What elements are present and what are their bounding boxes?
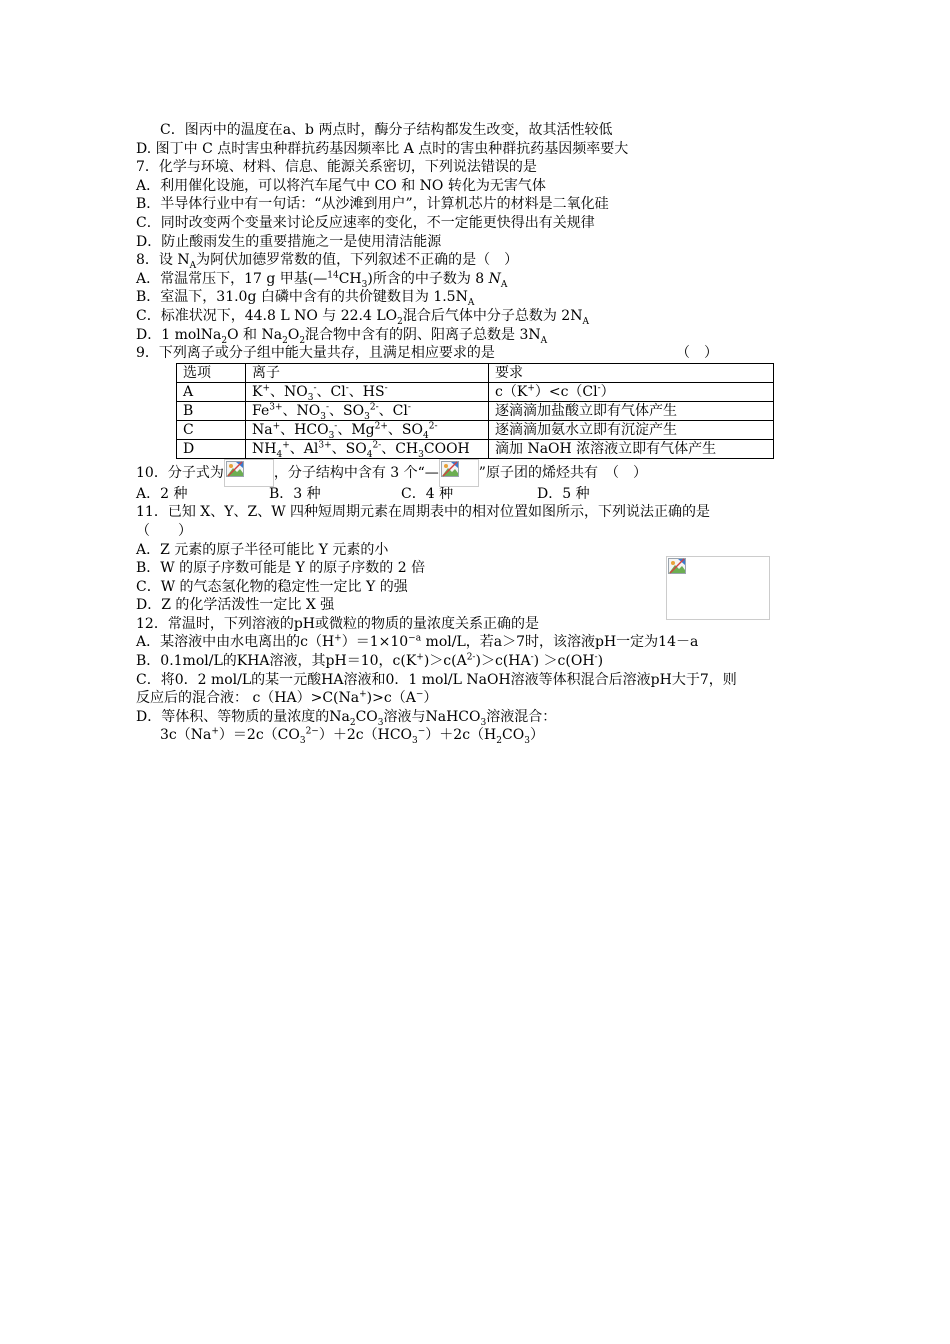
table-cell-requirement: 滴加 NaOH 浓溶液立即有气体产生 bbox=[489, 439, 774, 458]
table-header-cell: 要求 bbox=[489, 363, 774, 382]
q10-option-d: D．5 种 bbox=[537, 485, 590, 502]
q12-option-c-cont: 反应后的混合液： c（HA）>C(Na+)>c（A−） bbox=[136, 689, 438, 707]
table-cell-option: A bbox=[177, 382, 246, 401]
table-row bbox=[177, 401, 774, 420]
broken-image-icon bbox=[441, 461, 459, 477]
table-header-cell: 选项 bbox=[177, 363, 246, 382]
q9-table bbox=[176, 363, 774, 459]
q10-option-b: B．3 种 bbox=[269, 485, 321, 502]
table-cell-requirement: 逐滴滴加氨水立即有沉淀产生 bbox=[489, 420, 774, 439]
table-cell-option: C bbox=[177, 420, 246, 439]
q10-option-a: A．2 种 bbox=[136, 485, 188, 502]
table-row bbox=[177, 420, 774, 439]
table-row bbox=[177, 439, 774, 458]
q10-option-c: C．4 种 bbox=[401, 485, 454, 502]
formula-image bbox=[224, 459, 274, 487]
q12-option-d: D．等体积、等物质的量浓度的$Na_2CO_3$溶液与NaHCO$_3$溶液混合： bbox=[136, 708, 557, 728]
q10-options bbox=[136, 485, 826, 504]
q11-option-b: B．W 的原子序数可能是 Y 的原子序数的 2 倍 bbox=[136, 560, 426, 577]
q11-paren: （ ） bbox=[136, 522, 192, 539]
table-header-row bbox=[177, 363, 774, 382]
table-cell-ions: $NH_4^+$、$Al^{3+}$、$SO_4^{2-}$、$CH_3COOH$ bbox=[246, 439, 489, 458]
q8-option-a: A．常温常压下，17 g 甲基$(—^{14}CH_3)$所含的中子数为 8 $N_A$ bbox=[136, 270, 508, 290]
table-cell-ions: Na+、$HCO_3^-$、$Mg^{2+}$、$SO_4^{2-}$ bbox=[246, 420, 489, 439]
table-cell-option: B bbox=[177, 401, 246, 420]
q12-stem: 12．常温时，下列溶液的pH或微粒的物质的量浓度关系正确的是 bbox=[136, 615, 539, 632]
q10-stem: 10．分子式为 ，分子结构中含有 3 个“— ”原子团的烯烃共有 （ ） bbox=[136, 459, 826, 485]
broken-image-icon bbox=[668, 558, 686, 574]
table-cell-requirement: c（K+）<c（Cl-） bbox=[489, 382, 774, 401]
table-cell-option: D bbox=[177, 439, 246, 458]
table-cell-ions: $Fe^{3+}$、$NO_3^-$、$SO_3^{2-}$、Cl- bbox=[246, 401, 489, 420]
q7-option-d: D．防止酸雨发生的重要措施之一是使用清洁能源 bbox=[136, 233, 442, 250]
q8-stem: 8．设 $N_A$为阿伏加德罗常数的值，下列叙述不正确的是（ ） bbox=[136, 252, 519, 271]
q7-option-a: A．利用催化设施，可以将汽车尾气中 CO 和 NO 转化为无害气体 bbox=[136, 177, 546, 194]
q12-option-d-equation: $3c(Na^+)=2c(CO_3^{2-})+2c(HCO_3^-)+2c(H_2CO_3)$ bbox=[160, 726, 544, 747]
q8-option-b: B．室温下，31.0g 白磷中含有的共价键数目为 $1.5N_A$ bbox=[136, 289, 475, 309]
q11-option-c: C．W 的气态氢化物的稳定性一定比 Y 的强 bbox=[136, 578, 408, 595]
q11-stem: 11．已知 X、Y、Z、W 四种短周期元素在周期表中的相对位置如图所示，下列说法正确的是 bbox=[136, 504, 711, 521]
q7-option-b: B．半导体行业中有一句话：“从沙滩到用户”，计算机芯片的材料是二氧化硅 bbox=[136, 196, 609, 213]
q8-option-d: D．1 molNa$_2$O 和 $Na_2O_2$混合物中含有的阴、阳离子总数是 $3N_A$ bbox=[136, 326, 548, 346]
broken-image-icon bbox=[226, 461, 244, 477]
q6-option-d: D. 图丁中 C 点时害虫种群抗药基因频率比 A 点时的害虫种群抗药基因频率要大 bbox=[136, 140, 629, 157]
table-header-cell: 离子 bbox=[246, 363, 489, 382]
q7-stem: 7．化学与环境、材料、信息、能源关系密切，下列说法错误的是 bbox=[136, 159, 537, 176]
q11-option-a: A．Z 元素的原子半径可能比 Y 元素的小 bbox=[136, 541, 389, 558]
q11-option-d: D．Z 的化学活泼性一定比 X 强 bbox=[136, 597, 335, 614]
q12-option-c: C．将0．2 mol/L的某一元酸HA溶液和0．1 mol/L NaOH溶液等体积混合后溶液pH大于7，则 bbox=[136, 671, 737, 688]
q8-option-c: C．标准状况下，44.8 L NO 与 22.4 $LO_2$混合后气体中分子总数为 $2N_A$ bbox=[136, 307, 589, 327]
q12-option-a: A．某溶液中由水电离出的$c(H^+)=1\times 10^{-a}$ mol/L，若a＞7时，该溶液pH一定为14－a bbox=[136, 633, 699, 651]
q7-option-c: C．同时改变两个变量来讨论反应速率的变化，不一定能更快得出有关规律 bbox=[136, 214, 595, 231]
q9-stem: 9．下列离子或分子组中能大量共存，且满足相应要求的是 （ ） bbox=[136, 345, 718, 362]
table-cell-requirement: 逐滴滴加盐酸立即有气体产生 bbox=[489, 401, 774, 420]
group-image bbox=[439, 459, 479, 487]
document-page bbox=[136, 121, 826, 745]
table-row bbox=[177, 382, 774, 401]
table-cell-ions: K+、$NO_3^-$、Cl-、HS- bbox=[246, 382, 489, 401]
q6-option-c: C．图丙中的温度在a、b 两点时，酶分子结构都发生改变，故其活性较低 bbox=[160, 122, 613, 138]
periodic-position-image bbox=[666, 556, 770, 620]
q12-option-b: B．0.1mol/L的KHA溶液，其pH＝10，$c(K^+)>c(A^{2-})>c(HA^-) >c(OH^-)$ bbox=[136, 652, 604, 670]
